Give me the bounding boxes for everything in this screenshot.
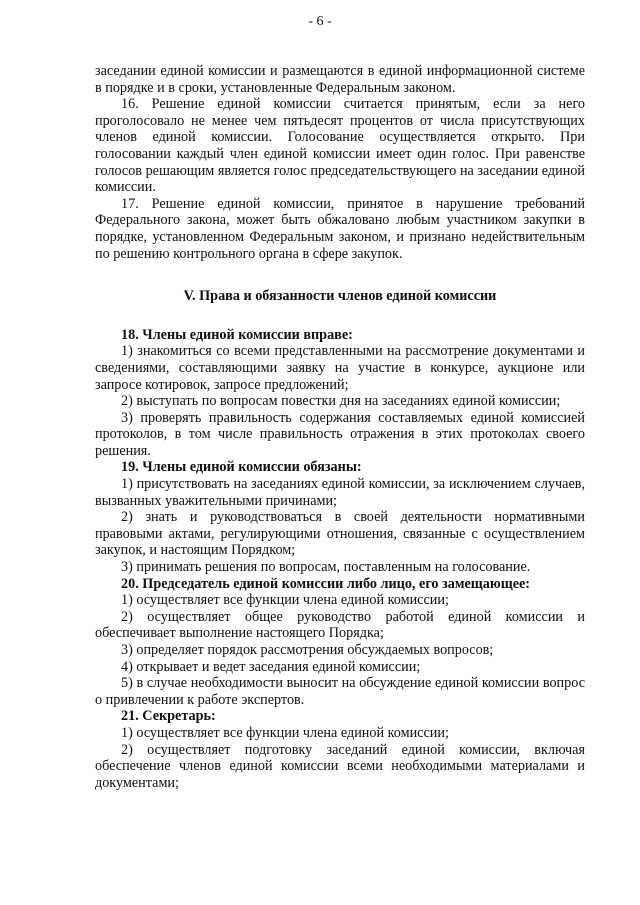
clause-18-point-1: 1) знакомиться со всеми представленными на рассмотрение документами и сведениями, составляющими заявку на участие в конкурсе, аукционе или запросе котировок, запросе предложений; bbox=[95, 343, 585, 393]
clause-21-point-1: 1) осуществляет все функции члена единой комиссии; bbox=[121, 724, 449, 741]
clause-21-point-2: 2) осуществляет подготовку заседаний единой комиссии, включая обеспечение членов единой комиссии всеми необходимыми материалами и документами; bbox=[95, 741, 585, 791]
clause-20-point-4: 4) открывает и ведет заседания единой комиссии; bbox=[121, 658, 421, 675]
section-title: V. Права и обязанности членов единой комиссии bbox=[183, 288, 497, 305]
clause-20-point-1: 1) осуществляет все функции члена единой комиссии; bbox=[121, 592, 449, 609]
clause-18-heading: 18. Члены единой комиссии вправе: bbox=[121, 326, 353, 343]
continuation-paragraph: заседании единой комиссии и размещаются в единой информационной системе в порядке и в сроки, установленные Федеральным законом. bbox=[95, 63, 585, 96]
clause-20-point-3: 3) определяет порядок рассмотрения обсуждаемых вопросов; bbox=[121, 642, 494, 658]
clause-19-point-3: 3) принимать решения по вопросам, поставленным на голосование. bbox=[121, 559, 531, 576]
clause-20-heading: 20. Председатель единой комиссии либо лицо, его замещающее: bbox=[121, 575, 531, 592]
document-body bbox=[95, 63, 585, 791]
clause-19-point-2: 2) знать и руководствоваться в своей деятельности нормативными правовыми актами, регулирующими отношения, связанные с осуществлением закупок, и настоящим Порядком; bbox=[95, 509, 585, 559]
clause-20-point-5: 5) в случае необходимости выносит на обсуждение единой комиссии вопрос о привлечении к работе экспертов. bbox=[95, 675, 585, 708]
clause-18-point-2: 2) выступать по вопросам повестки дня на заседаниях единой комиссии; bbox=[121, 393, 561, 410]
page-number: - 6 - bbox=[308, 14, 332, 29]
clause-17-paragraph: 17. Решение единой комиссии, принятое в нарушение требований Федерального закона, может быть обжаловано любым участником закупки в порядке, установленном Федеральным законом, и признано недействительным по решению контрольного органа в сфере закупок. bbox=[95, 195, 585, 262]
clause-18-point-3: 3) проверять правильность содержания составляемых единой комиссией протоколов, в том числе правильность отражения в этих протоколах своего решения. bbox=[95, 409, 585, 459]
clause-19-point-1: 1) присутствовать на заседаниях единой комиссии, за исключением случаев, вызванных уважительными причинами; bbox=[95, 476, 585, 509]
clause-19-heading: 19. Члены единой комиссии обязаны: bbox=[121, 459, 362, 476]
clause-20-point-2: 2) осуществляет общее руководство работой единой комиссии и обеспечивает выполнение настоящего Порядка; bbox=[95, 608, 585, 642]
clause-21-heading: 21. Секретарь: bbox=[121, 708, 216, 725]
clause-16-paragraph: 16. Решение единой комиссии считается принятым, если за него проголосовало не менее чем пятьдесят процентов от числа присутствующих членов единой комиссии. Голосование осуществляется открыто. При голосовании каждый член единой комиссии имеет один голос. При равенстве голосов решающим является голос председательствующего на заседании единой комиссии. bbox=[95, 96, 585, 196]
